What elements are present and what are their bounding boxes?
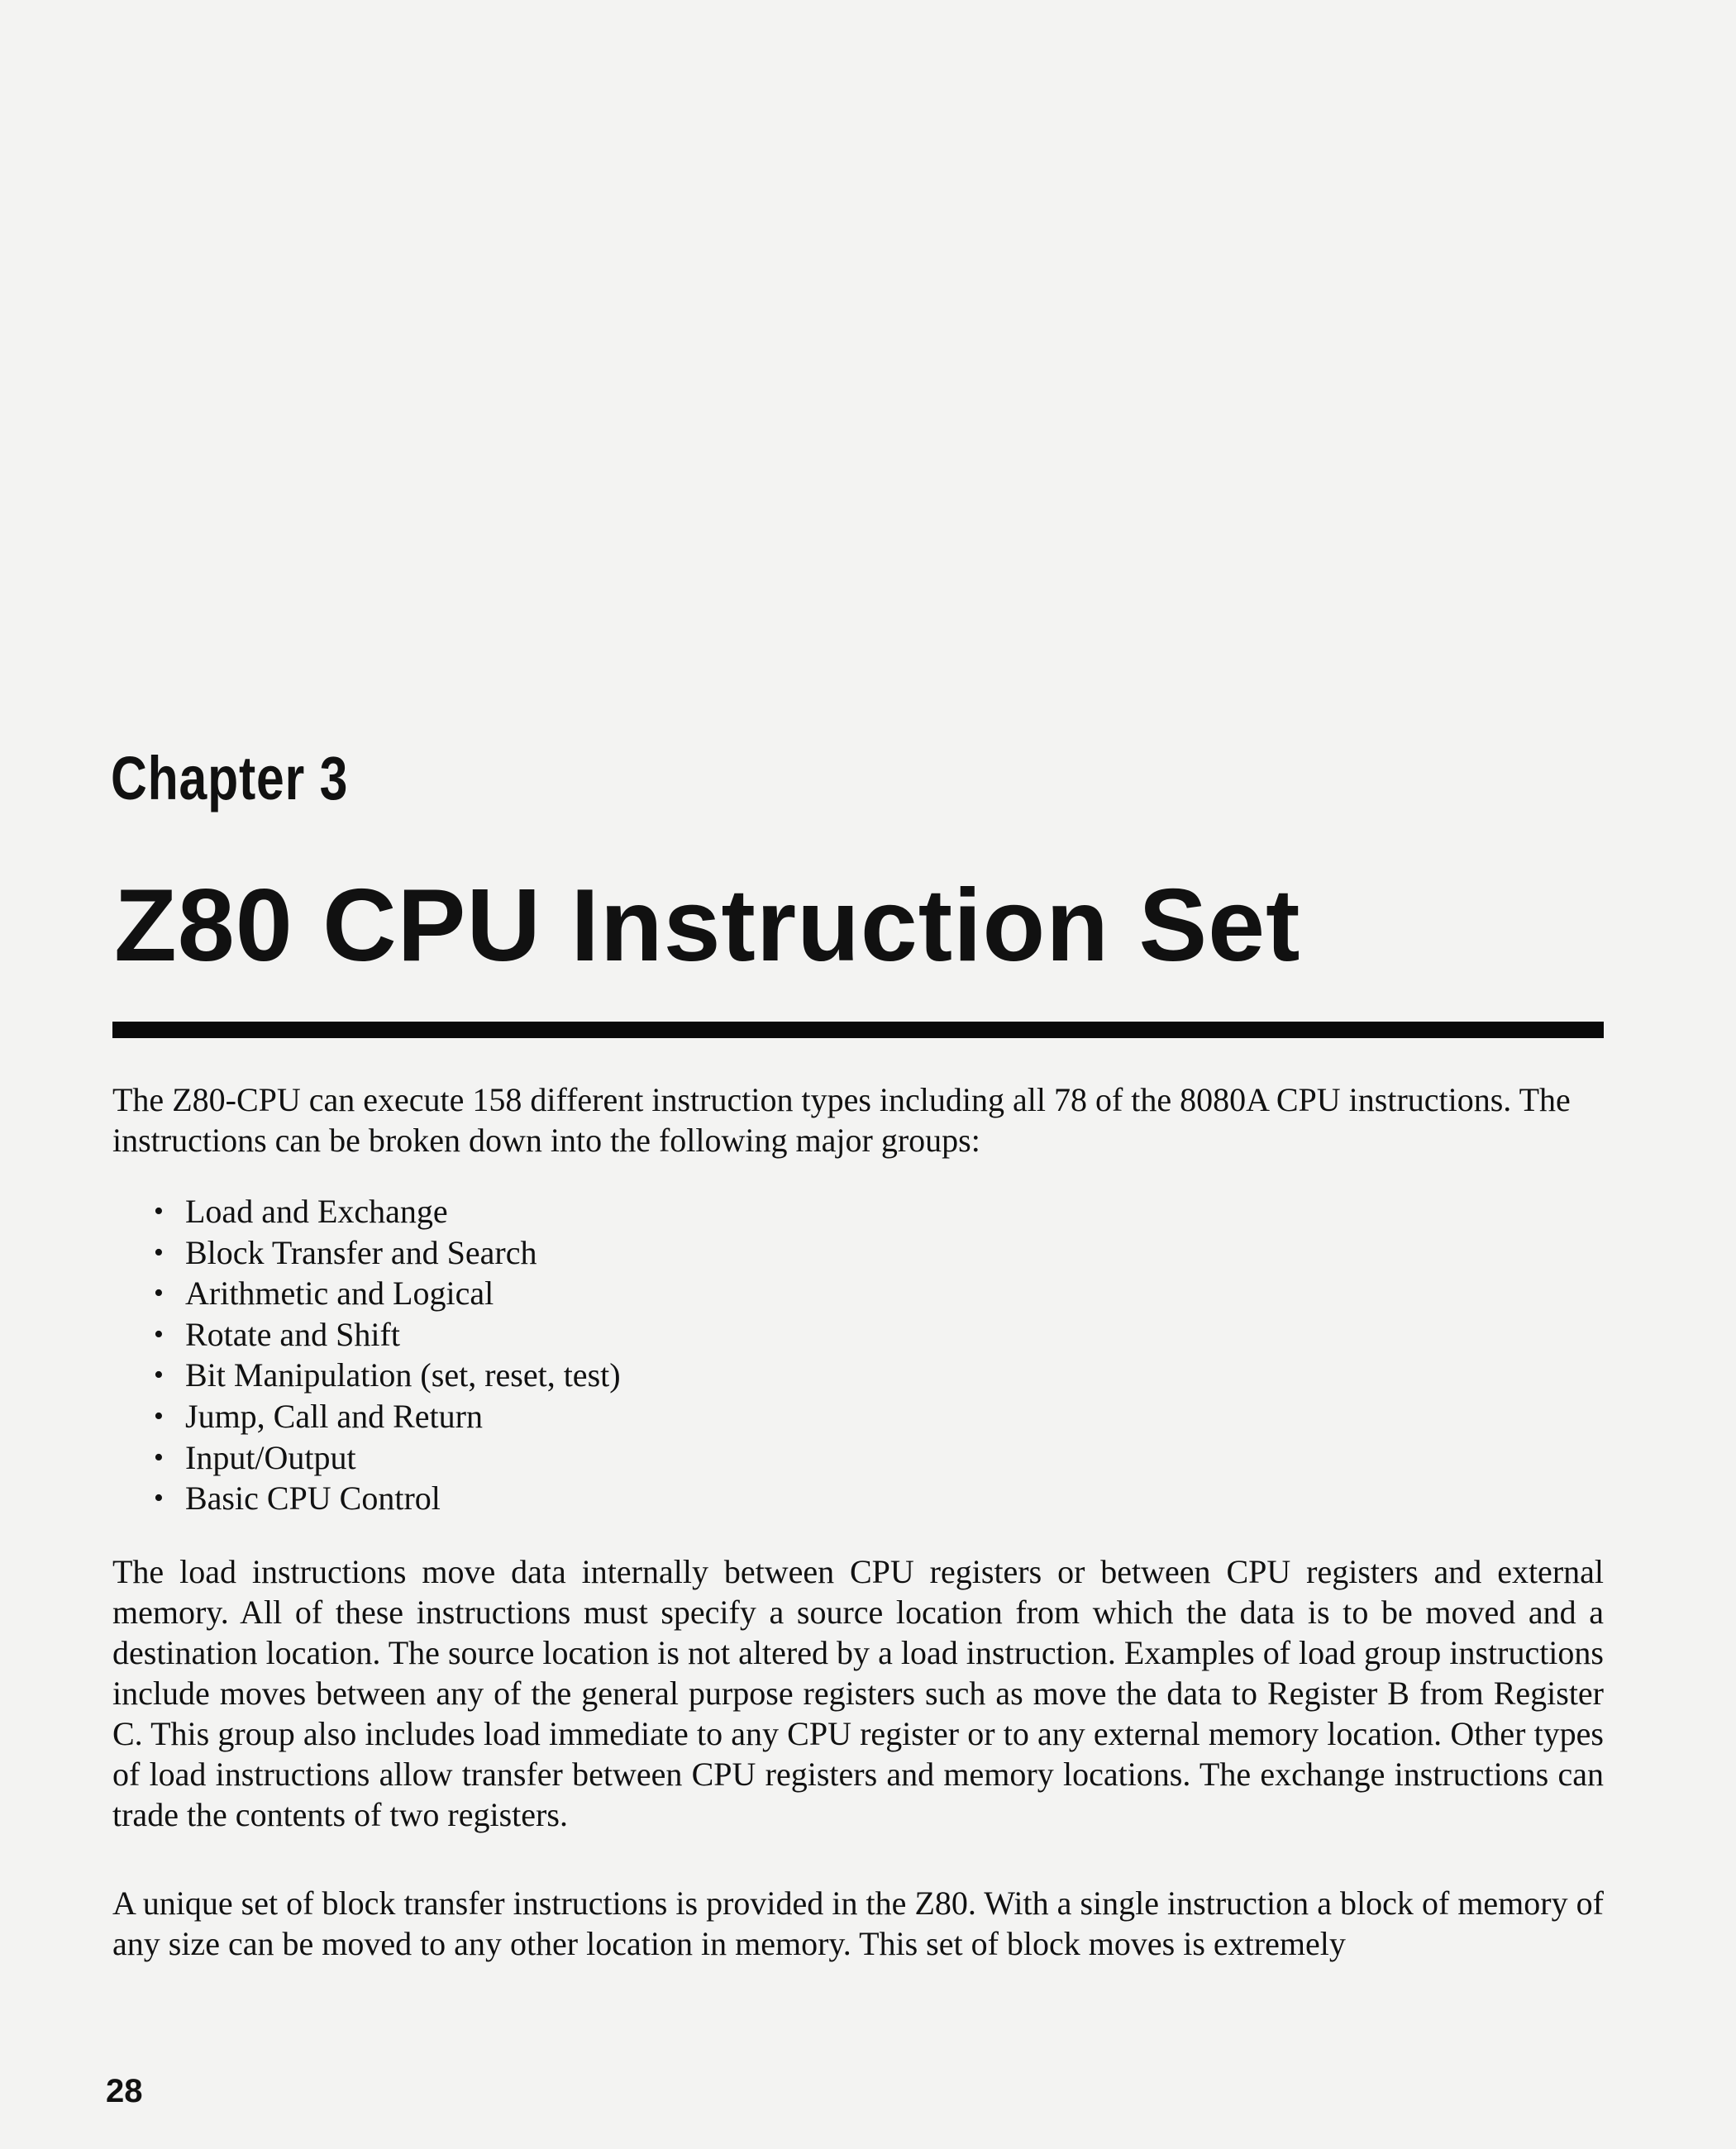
page-number: 28: [106, 2073, 143, 2109]
chapter-title: Z80 CPU Instruction Set: [114, 869, 1301, 983]
list-item-label: Rotate and Shift: [185, 1315, 400, 1353]
list-item: [154, 1191, 621, 1232]
list-item: [154, 1355, 621, 1396]
list-item: [154, 1437, 621, 1479]
list-item-label: Basic CPU Control: [185, 1480, 441, 1518]
bullet-icon: •: [154, 1441, 164, 1473]
instruction-group-list: [154, 1191, 621, 1519]
list-item-label: Block Transfer and Search: [185, 1233, 537, 1271]
bullet-icon: •: [154, 1196, 164, 1227]
list-item-label: Bit Manipulation (set, reset, test): [185, 1356, 621, 1394]
list-item: [154, 1273, 621, 1314]
list-item: [154, 1478, 621, 1519]
block-transfer-paragraph: A unique set of block transfer instructions is provided in the Z80. With a single instruction a block of memory of any size can be moved to any other location in memory. This set of block moves is extremely: [112, 1885, 1604, 1962]
list-item: [154, 1314, 621, 1356]
list-item: [154, 1232, 621, 1274]
list-item-label: Jump, Call and Return: [185, 1397, 483, 1435]
title-rule: [112, 1022, 1604, 1038]
bullet-icon: •: [154, 1318, 164, 1350]
list-item-label: Load and Exchange: [185, 1193, 448, 1230]
intro-paragraph: The Z80-CPU can execute 158 different instruction types including all 78 of the 8080A CPU instructions. The instructions can be broken down into the following major groups:: [112, 1081, 1571, 1159]
list-item: [154, 1396, 621, 1437]
bullet-icon: •: [154, 1237, 164, 1268]
list-item-label: Arithmetic and Logical: [185, 1275, 494, 1313]
load-instructions-paragraph: The load instructions move data internally between CPU registers or between CPU registers and external memory. All of these instructions must specify a source location from which the data is to be moved and a destination location. The source location is not altered by a load instruction. Examples of load group instructions include moves between any of the general purpose registers such as move the data to Register B from Register C. This group also includes load immediate to any CPU register or to any external memory location. Other types of load instructions allow transfer between CPU registers and memory locations. The exchange instructions can trade the contents of two registers.: [112, 1553, 1604, 1833]
bullet-icon: •: [154, 1400, 164, 1432]
list-item-label: Input/Output: [185, 1438, 356, 1476]
chapter-label: Chapter 3: [111, 744, 349, 812]
bullet-icon: •: [154, 1360, 164, 1391]
bullet-icon: •: [154, 1278, 164, 1309]
bullet-icon: •: [154, 1483, 164, 1514]
